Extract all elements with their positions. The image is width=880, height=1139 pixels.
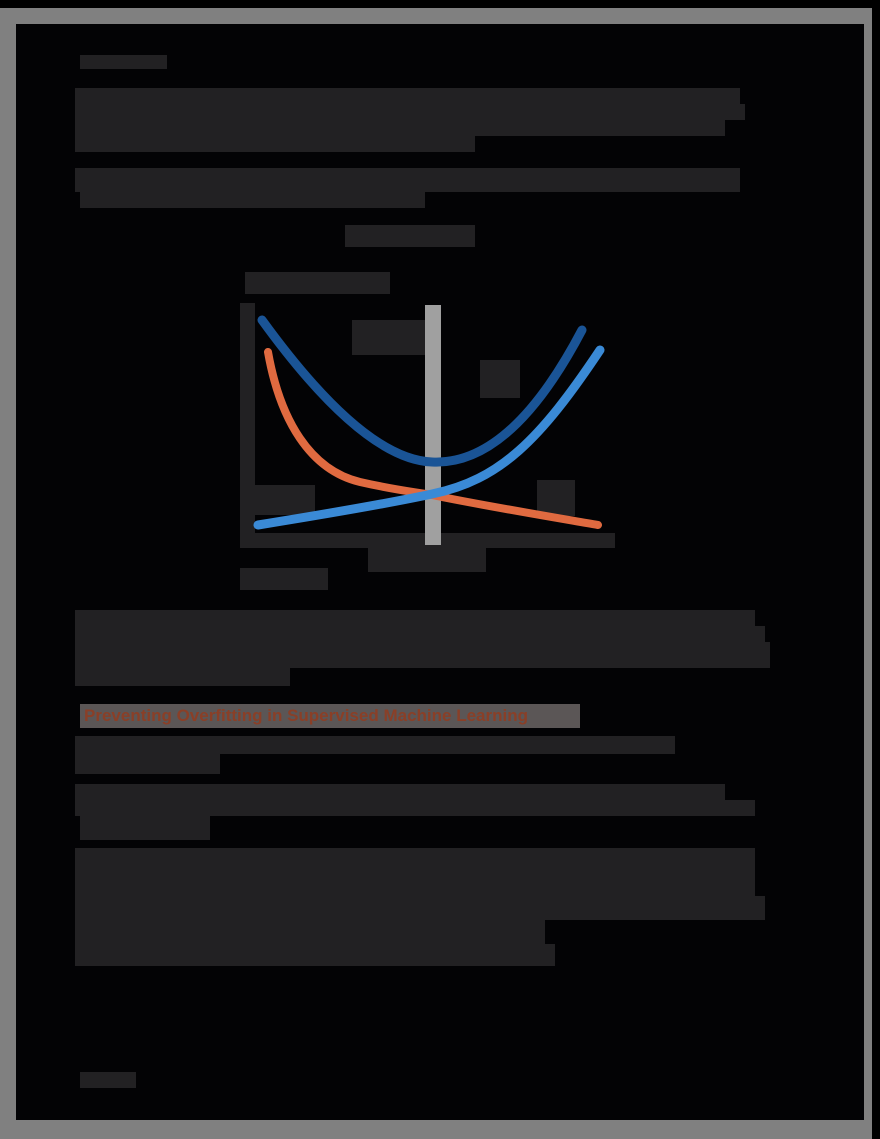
text-line (75, 668, 290, 686)
text-line (75, 944, 555, 966)
text-line (75, 754, 220, 774)
text-line (75, 896, 765, 920)
text-line (75, 610, 755, 626)
page-number (80, 1072, 136, 1088)
text-line (75, 848, 755, 872)
text-line (75, 800, 755, 816)
text-line (75, 784, 725, 800)
optimum-line (425, 305, 441, 545)
x-axis-label (368, 548, 486, 572)
text-line (75, 920, 545, 944)
label-box-variance (537, 480, 575, 516)
figure-caption (240, 568, 328, 590)
text-line (75, 736, 675, 754)
text-line (75, 642, 770, 668)
text-line (75, 626, 765, 642)
text-line (80, 816, 210, 840)
label-box-bias (255, 485, 315, 515)
label-box-total-error (480, 360, 520, 398)
section-heading: Preventing Overfitting in Supervised Machine Learning (80, 704, 580, 728)
label-box-optimum (352, 320, 427, 355)
text-line (75, 872, 755, 896)
y-axis (240, 303, 255, 548)
